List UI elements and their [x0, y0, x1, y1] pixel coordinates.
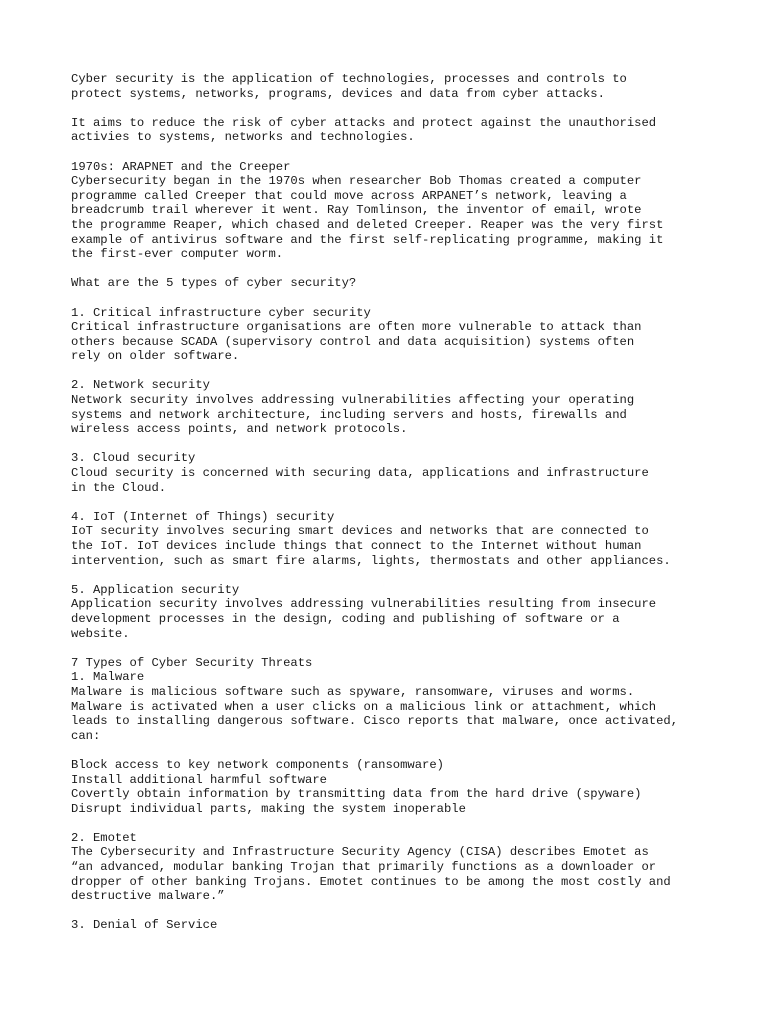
- text-line: Malware is malicious software such as spyware, ransomware, viruses and worms.: [71, 684, 635, 699]
- aim-paragraph: [71, 116, 711, 145]
- section-heading: 1. Malware: [71, 670, 145, 685]
- text-line: wireless access points, and network protocols.: [71, 422, 408, 437]
- text-line: the programme Reaper, which chased and deleted Creeper. Reaper was the very first: [71, 217, 664, 232]
- malware-effects-list: [71, 758, 711, 816]
- text-line: rely on older software.: [71, 349, 240, 364]
- text-line: systems and network architecture, including servers and hosts, firewalls and: [71, 407, 627, 422]
- text-line: Critical infrastructure organisations are often more vulnerable to attack than: [71, 320, 642, 335]
- section-heading: 3. Denial of Service: [71, 918, 218, 933]
- type-cloud-security: [71, 451, 711, 495]
- text-line: example of antivirus software and the first self-replicating programme, making it: [71, 232, 664, 247]
- section-heading: 4. IoT (Internet of Things) security: [71, 509, 335, 524]
- text-line: leads to installing dangerous software. Cisco reports that malware, once activated,: [71, 714, 679, 729]
- text-line: Cyber security is the application of technologies, processes and controls to: [71, 72, 627, 86]
- text-line: Network security involves addressing vulnerabilities affecting your operating: [71, 393, 635, 408]
- text-line: programme called Creeper that could move across ARPANET’s network, leaving a: [71, 188, 627, 203]
- text-line: The Cybersecurity and Infrastructure Security Agency (CISA) describes Emotet as: [71, 845, 649, 860]
- text-line: Cybersecurity began in the 1970s when researcher Bob Thomas created a computer: [71, 174, 642, 189]
- threat-denial-of-service: [71, 918, 711, 933]
- list-item: Covertly obtain information by transmitting data from the hard drive (spyware): [71, 787, 642, 802]
- history-section: [71, 160, 711, 262]
- list-item: Block access to key network components (ransomware): [71, 757, 444, 772]
- threats-malware-section: [71, 656, 711, 744]
- text-line: protect systems, networks, programs, devices and data from cyber attacks.: [71, 86, 605, 101]
- text-line: destructive malware.”: [71, 889, 225, 904]
- text-line: can:: [71, 728, 101, 743]
- type-application-security: [71, 583, 711, 641]
- text-line: intervention, such as smart fire alarms, lights, thermostats and other appliances.: [71, 553, 671, 568]
- text-line: website.: [71, 626, 130, 641]
- type-network-security: [71, 378, 711, 436]
- section-heading: 1970s: ARAPNET and the Creeper: [71, 159, 291, 174]
- section-heading: 7 Types of Cyber Security Threats: [71, 655, 313, 670]
- text-line: IoT security involves securing smart devices and networks that are connected to: [71, 524, 649, 539]
- text-line: in the Cloud.: [71, 480, 167, 495]
- text-line: “an advanced, modular banking Trojan that primarily functions as a downloader or: [71, 860, 657, 875]
- text-line: development processes in the design, coding and publishing of software or a: [71, 611, 620, 626]
- text-line: dropper of other banking Trojans. Emotet continues to be among the most costly and: [71, 874, 671, 889]
- document-page: [71, 72, 711, 948]
- text-line: Cloud security is concerned with securing data, applications and infrastructure: [71, 466, 649, 481]
- section-heading: 2. Emotet: [71, 830, 137, 845]
- intro-paragraph: [71, 72, 711, 101]
- list-item: Disrupt individual parts, making the system inoperable: [71, 801, 466, 816]
- section-heading: 1. Critical infrastructure cyber security: [71, 305, 371, 320]
- text-line: It aims to reduce the risk of cyber attacks and protect against the unauthorised: [71, 115, 657, 130]
- section-heading: 2. Network security: [71, 378, 210, 393]
- section-heading: 3. Cloud security: [71, 451, 196, 466]
- section-heading: 5. Application security: [71, 582, 240, 597]
- threat-emotet: [71, 831, 711, 904]
- text-line: Malware is activated when a user clicks on a malicious link or attachment, which: [71, 699, 657, 714]
- text-line: the IoT. IoT devices include things that connect to the Internet without human: [71, 539, 642, 553]
- text-line: breadcrumb trail wherever it went. Ray Tomlinson, the inventor of email, wrote: [71, 203, 642, 218]
- type-critical-infrastructure: [71, 306, 711, 364]
- types-question: [71, 276, 711, 291]
- text-line: the first-ever computer worm.: [71, 247, 284, 262]
- list-item: Install additional harmful software: [71, 772, 327, 787]
- text-line: others because SCADA (supervisory control and data acquisition) systems often: [71, 334, 635, 349]
- section-heading: What are the 5 types of cyber security?: [71, 276, 357, 291]
- type-iot-security: [71, 510, 711, 568]
- text-line: activies to systems, networks and technologies.: [71, 130, 415, 145]
- text-line: Application security involves addressing vulnerabilities resulting from insecure: [71, 597, 657, 612]
